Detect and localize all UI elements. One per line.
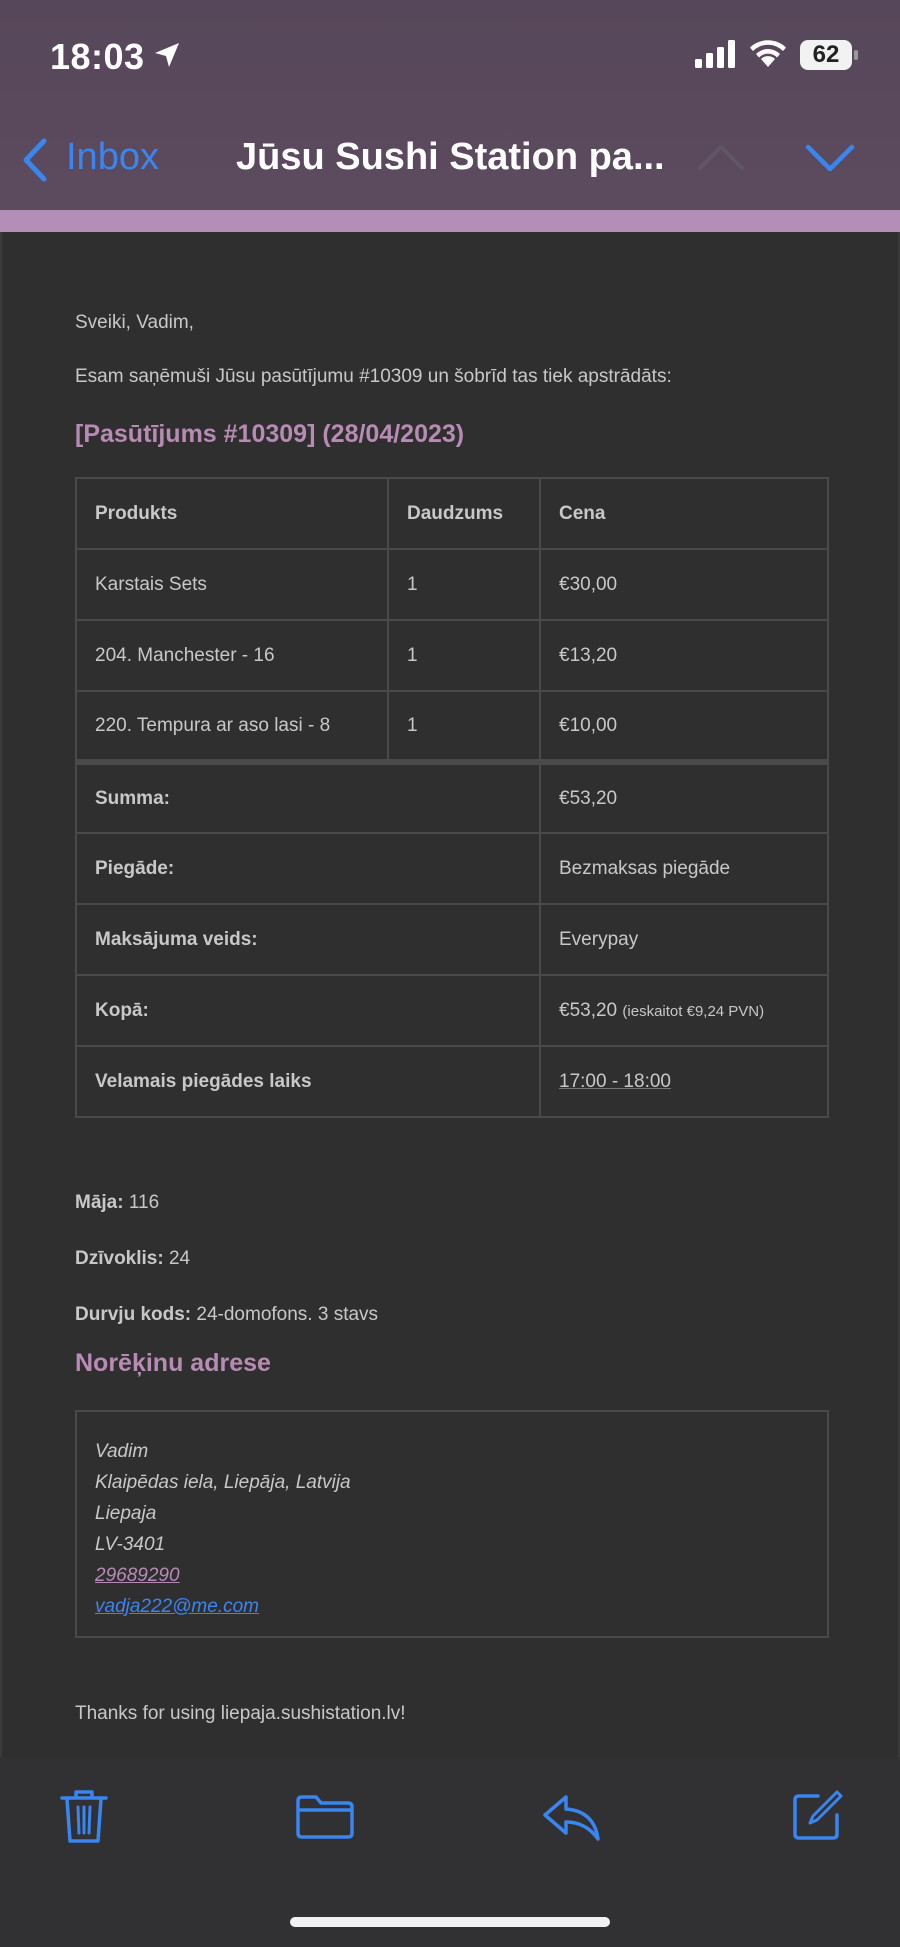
billing-address-box bbox=[75, 1410, 829, 1638]
trash-icon[interactable] bbox=[58, 1787, 110, 1845]
billing-email-link[interactable]: vadja222@me.com bbox=[95, 1596, 259, 1617]
vat-note: (ieskaitot €9,24 PVN) bbox=[622, 1002, 765, 1020]
product-price: €10,00 bbox=[540, 691, 828, 762]
home-indicator[interactable] bbox=[290, 1917, 610, 1927]
totals-label: Piegāde: bbox=[76, 833, 540, 904]
product-name: 204. Manchester - 16 bbox=[76, 620, 388, 691]
totals-value: Everypay bbox=[540, 904, 828, 975]
previous-message-chevron-up-icon[interactable] bbox=[696, 142, 746, 172]
totals-row-payment-method bbox=[76, 904, 828, 975]
totals-label: Velamais piegādes laiks bbox=[76, 1046, 540, 1117]
totals-row-total bbox=[76, 975, 828, 1046]
detail-value: 116 bbox=[128, 1192, 160, 1213]
detail-label: Māja: bbox=[75, 1192, 124, 1213]
totals-value-cell bbox=[540, 1046, 828, 1117]
product-quantity: 1 bbox=[388, 549, 540, 620]
next-message-chevron-down-icon[interactable] bbox=[804, 142, 856, 174]
detail-apartment bbox=[75, 1248, 190, 1270]
totals-row-delivery bbox=[76, 833, 828, 904]
detail-value: 24-domofons. 3 stavs bbox=[196, 1304, 379, 1325]
email-accent-strip bbox=[0, 210, 900, 232]
column-header-product: Produkts bbox=[76, 478, 388, 549]
location-arrow-icon bbox=[152, 40, 182, 70]
detail-value: 24 bbox=[168, 1248, 191, 1269]
product-name: Karstais Sets bbox=[76, 549, 388, 620]
billing-name: Vadim bbox=[95, 1441, 149, 1462]
totals-label: Kopā: bbox=[76, 975, 540, 1046]
detail-house bbox=[75, 1192, 159, 1214]
order-heading: [Pasūtījums #10309] (28/04/2023) bbox=[75, 420, 465, 448]
billing-street: Klaipēdas iela, Liepāja, Latvija bbox=[95, 1472, 351, 1493]
battery-indicator bbox=[800, 40, 860, 75]
column-header-quantity: Daudzums bbox=[388, 478, 540, 549]
billing-phone-link[interactable]: 29689290 bbox=[95, 1565, 180, 1586]
status-time: 18:03 bbox=[50, 36, 145, 77]
bottom-toolbar bbox=[0, 1757, 900, 1947]
product-price: €13,20 bbox=[540, 620, 828, 691]
billing-postcode: LV-3401 bbox=[95, 1534, 166, 1555]
table-row bbox=[76, 549, 828, 620]
billing-city: Liepaja bbox=[95, 1503, 157, 1524]
email-subject-title: Jūsu Sushi Station pa... bbox=[236, 136, 665, 178]
detail-label: Dzīvoklis: bbox=[75, 1248, 164, 1269]
totals-label: Maksājuma veids: bbox=[76, 904, 540, 975]
header bbox=[0, 0, 900, 232]
intro-text: Esam saņēmuši Jūsu pasūtījumu #10309 un šobrīd tas tiek apstrādāts: bbox=[75, 366, 672, 387]
detail-door-code bbox=[75, 1304, 378, 1326]
column-header-price: Cena bbox=[540, 478, 828, 549]
compose-icon[interactable] bbox=[790, 1789, 844, 1843]
status-bar bbox=[0, 0, 900, 110]
totals-label: Summa: bbox=[76, 762, 540, 833]
order-table bbox=[75, 477, 829, 1118]
totals-value: Bezmaksas piegāde bbox=[540, 833, 828, 904]
totals-value-cell bbox=[540, 975, 828, 1046]
detail-label: Durvju kods: bbox=[75, 1304, 192, 1325]
table-row bbox=[76, 620, 828, 691]
email-body bbox=[0, 232, 900, 1757]
table-header-row bbox=[76, 478, 828, 549]
product-quantity: 1 bbox=[388, 620, 540, 691]
billing-heading: Norēķinu adrese bbox=[75, 1349, 271, 1377]
product-quantity: 1 bbox=[388, 691, 540, 762]
product-price: €30,00 bbox=[540, 549, 828, 620]
greeting: Sveiki, Vadim, bbox=[75, 312, 194, 333]
back-button-inbox[interactable]: Inbox bbox=[66, 136, 159, 178]
totals-row-delivery-time bbox=[76, 1046, 828, 1117]
folder-icon[interactable] bbox=[295, 1793, 355, 1841]
totals-value: €53,20 bbox=[559, 999, 618, 1021]
totals-row-subtotal bbox=[76, 762, 828, 833]
product-name: 220. Tempura ar aso lasi - 8 bbox=[76, 691, 388, 762]
reply-icon[interactable] bbox=[542, 1793, 602, 1843]
battery-level: 62 bbox=[812, 41, 840, 68]
delivery-time-value[interactable]: 17:00 - 18:00 bbox=[559, 1070, 671, 1092]
thanks-text: Thanks for using liepaja.sushistation.lv! bbox=[75, 1703, 406, 1724]
back-chevron-icon[interactable] bbox=[18, 137, 52, 183]
totals-value: €53,20 bbox=[540, 762, 828, 833]
table-row bbox=[76, 691, 828, 762]
cellular-signal-icon bbox=[695, 40, 737, 68]
wifi-icon bbox=[748, 38, 788, 68]
navigation-bar bbox=[0, 120, 900, 200]
